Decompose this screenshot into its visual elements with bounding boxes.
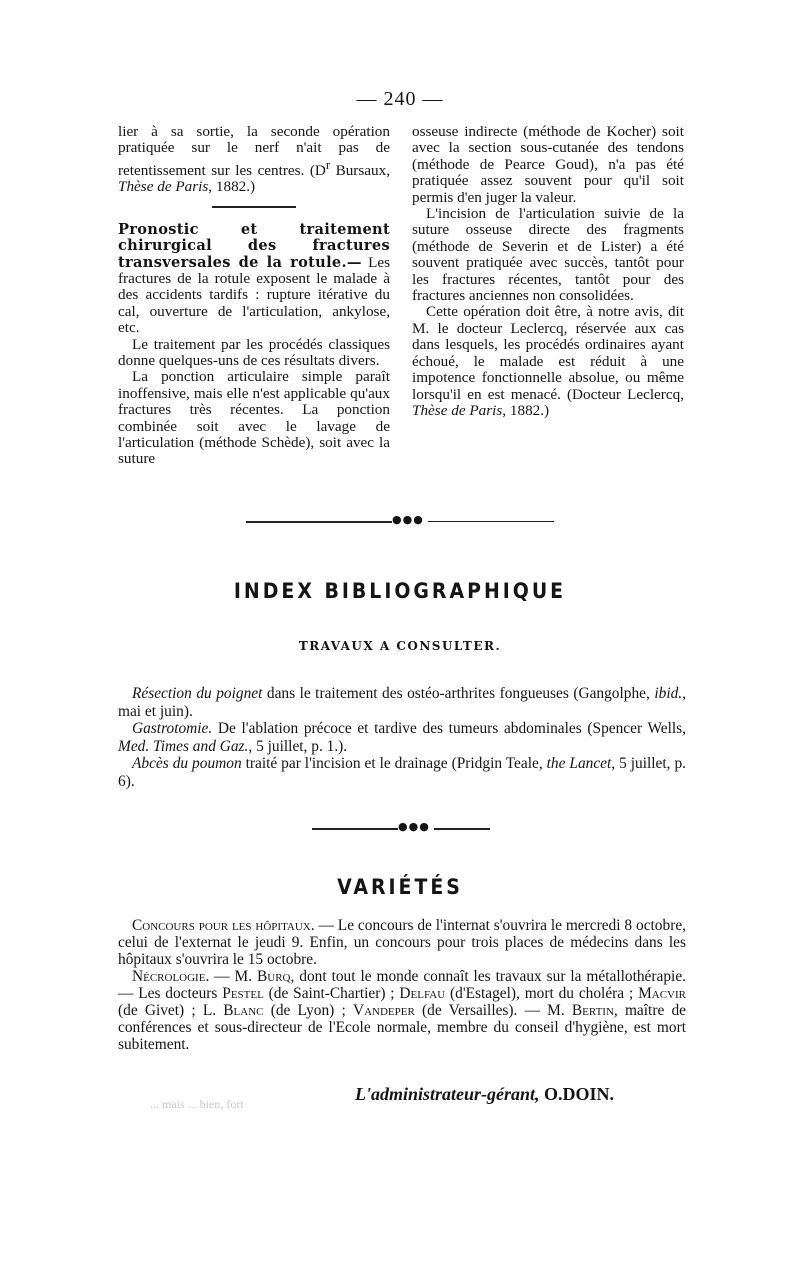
concours-paragraph: Concours pour les hôpitaux. — Le concours de l'internat s'ouvrira le mercredi 8 octobre, celui de l'externat le jeudi 9. Enfin, un concours pour trois places de médecins dans les hôpitaux s'ouvrira le 15 octobre.	[118, 917, 686, 968]
page-number: — 240 —	[356, 88, 444, 110]
signature-role: L'administrateur-gérant,	[354, 1084, 540, 1104]
left-paragraph-4: La ponction articulaire simple paraît inoffensive, mais elle n'est applicable qu'aux fractures très récentes. La ponction combinée soit avec le lavage de l'articulation (méthode Schède), soit avec la suture	[118, 368, 390, 468]
bleed-through-text: ... mais ... bien, fort	[150, 1097, 244, 1111]
varietes-heading: VARIÉTÉS	[337, 875, 463, 899]
concours-label: Concours pour les hôpitaux.	[132, 917, 315, 934]
travaux-heading: TRAVAUX A CONSULTER.	[298, 639, 502, 653]
left-paragraph-3: Le traitement par les procédés classiques donne quelques-uns de ces résultats divers.	[118, 335, 390, 369]
left-paragraph-1: lier à sa sortie, la seconde opération pratiquée sur le nerf n'ait pas de retentissement sur les centres. ($D^r$ Bursaux, Thèse de Paris, 1882.)	[118, 123, 390, 196]
bibliography-entry: Gastrotomie. De l'ablation précoce et tardive des tumeurs abdominales (Spencer Wells, Med. Times and Gaz., 5 juillet, p. 1.).	[118, 720, 686, 755]
signature	[355, 1084, 614, 1105]
ornament-rule-left-2	[312, 828, 398, 830]
ornament-glyph-2: ●●●	[398, 820, 430, 833]
index-heading: INDEX BIBLIOGRAPHIQUE	[233, 579, 567, 603]
left-column	[118, 124, 390, 468]
thesis-reference: ($D^r$ Bursaux, Thèse de Paris, 1882.)	[118, 157, 390, 196]
right-paragraph-1: osseuse indirecte (méthode de Kocher) soit avec la section sous-cutanée des tendons (méthode de Pearce Goud), n'a pas été pratiquée assez souvent pour qu'il soit permis d'en juger la valeur.	[412, 123, 684, 206]
bibliography-entry: Abcès du poumon traité par l'incision et le drainage (Pridgin Teale, the Lancet, 5 juillet, p. 6).	[118, 755, 686, 790]
bibliography-list	[118, 685, 686, 790]
necrologie-paragraph: Nécrologie. — M. Burq, dont tout le monde connaît les travaux sur la métallothérapie. — Les docteurs Pestel (de Saint-Chartier) ; Delfau (d'Estagel), mort du choléra ; Macvir (de Givet) ; L. Blanc (de Lyon) ; Vandeper (de Versailles). — M. Bertin, maître de conférences et sous-directeur de l'Ecole normale, membre du conseil d'hygiène, est mort subitement.	[118, 968, 686, 1053]
section-title: Pronostic et traitement chirurgical des fractures transversales de la rotule.—	[118, 220, 390, 271]
ornament-glyph: ●●●	[392, 513, 424, 526]
ornament-rule-right-2	[434, 828, 490, 830]
section-divider	[212, 206, 296, 208]
ornament-rule-left	[246, 521, 392, 523]
necrologie-label: Nécrologie.	[132, 968, 210, 985]
signature-name: O.DOIN.	[539, 1084, 614, 1104]
bibliography-entry: Résection du poignet dans le traitement des ostéo-arthrites fongueuses (Gangolphe, ibid., mai et juin).	[118, 685, 686, 720]
varietes-section	[118, 917, 686, 1053]
right-column	[412, 124, 684, 419]
section-paragraph: Pronostic et traitement chirurgical des fractures transversales de la rotule.— Les fractures de la rotule exposent le malade à des accidents tardifs : rupture itérative du cal, ouverture de l'articulation, ankylose, etc.	[118, 220, 390, 337]
ornament-rule-right	[428, 521, 554, 522]
right-paragraph-3: Cette opération doit être, à notre avis, dit M. le docteur Leclercq, réservée aux cas dans lesquels, les procédés ordinaires ayant échoué, le malade est réduit à une impotence fonctionnelle absolue, ou même lorsqu'il en est menacé. (Docteur Leclercq, Thèse de Paris, 1882.)	[412, 303, 684, 419]
right-paragraph-2: L'incision de l'articulation suivie de la suture osseuse directe des fragments (méthode de Severin et de Lister) a été souvent pratiquée avec succès, tantôt pour les fractures récentes, tantôt pour des fractures anciennes non consolidées.	[412, 205, 684, 305]
